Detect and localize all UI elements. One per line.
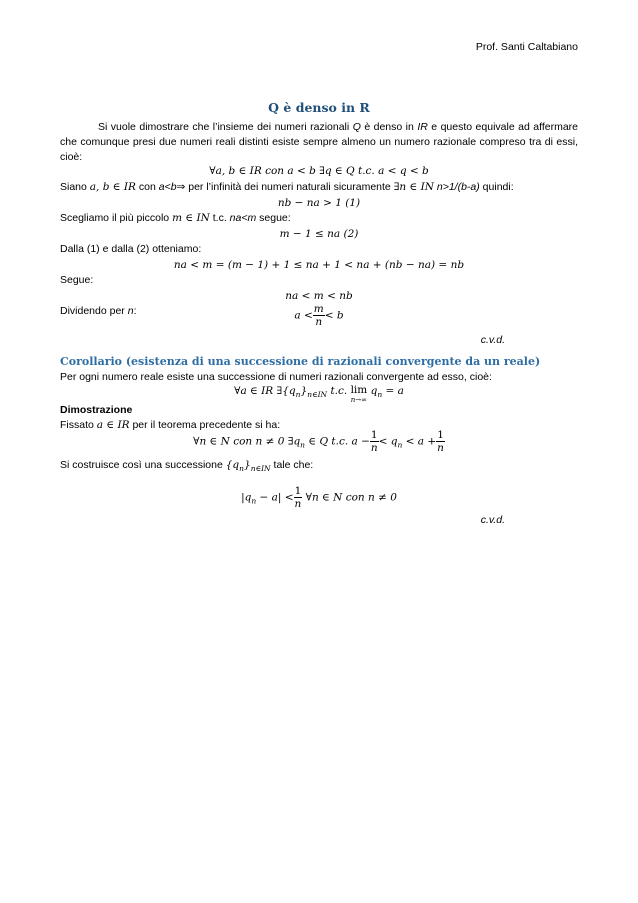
siano-text-2: con bbox=[135, 181, 159, 193]
f2-num2: 1 bbox=[437, 429, 444, 441]
scegliamo-text-1: Scegliamo il più piccolo bbox=[60, 212, 173, 224]
intro-text-1: Si vuole dimostrare che l’insieme dei numeri razionali bbox=[98, 121, 353, 133]
fissato-text-1: Fissato bbox=[60, 419, 97, 431]
cvd-2: c.v.d. bbox=[480, 514, 505, 526]
proof-heading: Dimostrazione bbox=[60, 404, 133, 416]
scegliamo-text-2: t.c. bbox=[209, 212, 230, 224]
cor-f-sub2: n∈IN bbox=[307, 390, 328, 399]
f6-num: m bbox=[313, 303, 324, 315]
formula-a-m-over-n-b bbox=[60, 303, 578, 328]
formula-2: m − 1 ≤ na (2) bbox=[279, 228, 359, 240]
f2-mid: ∈ Q t.c. a − bbox=[305, 435, 370, 448]
formula-density: ∀a, b ∈ IR con a < b ∃q ∈ Q t.c. a < q < b bbox=[209, 165, 429, 177]
f2-mid2: < q bbox=[378, 435, 398, 448]
siano-text-4: ⇒ per l’infinità dei numeri naturali sicuramente bbox=[176, 181, 394, 193]
fissato-text-2: per il teorema precedente si ha: bbox=[129, 419, 281, 431]
formula-1: nb − na > 1 (1) bbox=[277, 197, 361, 209]
f2-sub2: n bbox=[397, 440, 403, 450]
f2-frac-2 bbox=[436, 429, 445, 454]
f2-den2: n bbox=[437, 442, 444, 454]
costruisce-text-1: Si costruisce così una successione bbox=[60, 459, 226, 471]
f3-frac bbox=[294, 485, 303, 510]
corollary-formula bbox=[60, 385, 578, 405]
cor-f-end: = a bbox=[382, 385, 404, 397]
f6-den: n bbox=[315, 316, 323, 328]
costruisce-sub-2: n∈IN bbox=[250, 464, 271, 473]
corollary-formula-2 bbox=[60, 429, 578, 454]
intro-ir: IR bbox=[417, 121, 428, 133]
siano-math-1: a, b ∈ IR bbox=[89, 181, 136, 193]
formula-na-m-nb: na < m < nb bbox=[285, 290, 353, 302]
cor-f-tc: t.c. bbox=[327, 385, 351, 397]
intro-text-2: è denso in bbox=[360, 121, 418, 133]
cor-f-lim bbox=[351, 385, 368, 405]
dividendo-text-1: Dividendo per bbox=[60, 305, 128, 317]
corollary-statement: Per ogni numero reale esiste una successione di numeri razionali convergente ad esso, cioè: bbox=[60, 371, 492, 383]
cor-f-lim-sub: n→∞ bbox=[350, 396, 368, 404]
line-dalla: Dalla (1) e dalla (2) otteniamo: bbox=[60, 243, 202, 255]
f6-right: < b bbox=[324, 309, 344, 322]
line-costruisce bbox=[60, 459, 313, 473]
f3-sub: n bbox=[251, 496, 257, 506]
line-siano bbox=[60, 181, 514, 193]
cor-f-post: q bbox=[367, 385, 378, 397]
cor-f-mid: } bbox=[300, 385, 308, 397]
line-scegliamo bbox=[60, 212, 291, 224]
intro-paragraph bbox=[60, 120, 578, 165]
f3-mid: − a| < bbox=[256, 491, 294, 504]
siano-text-1: Siano bbox=[60, 181, 90, 193]
line-segue: Segue: bbox=[60, 274, 94, 286]
f3-post: ∀n ∈ N con n ≠ 0 bbox=[302, 491, 397, 504]
corollary-title: Corollario (esistenza di una successione di razionali convergente da un reale) bbox=[60, 355, 541, 368]
costruisce-sub: n bbox=[239, 464, 244, 473]
siano-text-5: n>1/(b-a) bbox=[436, 181, 480, 193]
dividendo-text-2: : bbox=[133, 305, 137, 317]
scegliamo-math: m ∈ IN bbox=[172, 212, 210, 224]
costruisce-math-2: } bbox=[244, 459, 251, 471]
cor-f-lim-text: lim bbox=[350, 384, 368, 396]
f2-sub: n bbox=[300, 440, 306, 450]
page-header-author: Prof. Santi Caltabiano bbox=[475, 41, 578, 53]
costruisce-math: {q bbox=[225, 459, 240, 471]
f2-den: n bbox=[370, 442, 378, 454]
f3-den: n bbox=[294, 498, 302, 510]
f2-num: 1 bbox=[370, 429, 378, 441]
f2-frac-1 bbox=[370, 429, 379, 454]
formula-chain: na < m = (m − 1) + 1 ≤ na + 1 < na + (nb − na) = nb bbox=[173, 259, 465, 271]
intro-text-3: e questo equivale ad affermare che comunque presi due numeri reali distinti esiste sempre almeno un numero razionale compreso tra di essi, cioè: bbox=[60, 121, 578, 163]
cor-f-pre: ∀a ∈ IR ∃{q bbox=[234, 385, 296, 397]
cor-f-sub: n bbox=[295, 390, 301, 399]
corollary-formula-3 bbox=[60, 485, 578, 510]
costruisce-text-2: tale che: bbox=[270, 459, 314, 471]
f2-pre: ∀n ∈ N con n ≠ 0 ∃q bbox=[193, 435, 301, 448]
f6-fraction bbox=[313, 303, 325, 328]
f3-num: 1 bbox=[294, 485, 302, 497]
fissato-math: a ∈ IR bbox=[96, 419, 130, 431]
f3-pre: |q bbox=[241, 491, 252, 504]
cvd-1: c.v.d. bbox=[480, 334, 505, 346]
f2-mid3: < a + bbox=[402, 435, 437, 448]
page-title: Q è denso in R bbox=[268, 100, 370, 115]
scegliamo-text-3: na<m bbox=[229, 212, 257, 224]
siano-text-6: quindi: bbox=[479, 181, 514, 193]
siano-text-3: a<b bbox=[158, 181, 177, 193]
f6-left: a < bbox=[294, 309, 313, 322]
scegliamo-text-4: segue: bbox=[256, 212, 291, 224]
siano-math-2: ∃n ∈ IN bbox=[393, 181, 434, 193]
intro-q: Q bbox=[352, 121, 361, 133]
dividendo-n: n bbox=[127, 305, 134, 317]
cor-f-post-sub: n bbox=[377, 390, 383, 399]
